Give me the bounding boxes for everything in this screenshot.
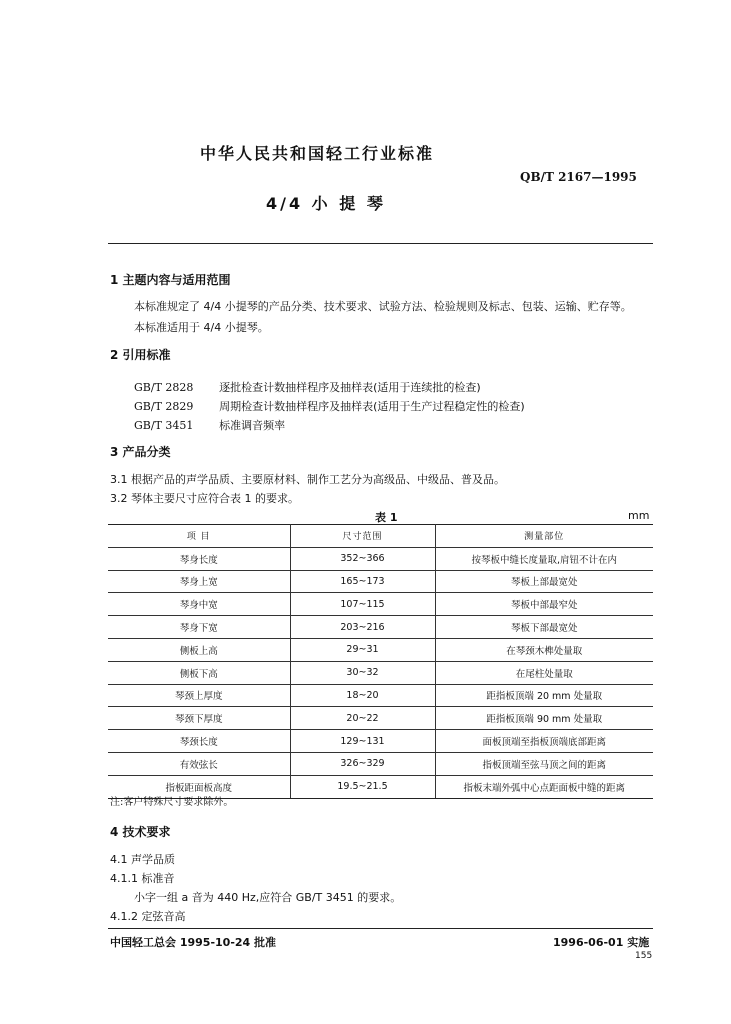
- clause-3-1: 3.1 根据产品的声学品质、主要原材料、制作工艺分为高级品、中级品、普及品。: [110, 473, 505, 486]
- item-cell: 琴颈下厚度: [108, 707, 290, 730]
- table-row: [108, 730, 653, 753]
- page-number: 155: [635, 951, 653, 961]
- table-row: [108, 638, 653, 661]
- effective-line: 1996-06-01 实施: [553, 936, 650, 949]
- column-header: 项 目: [108, 525, 290, 548]
- position-cell: 琴板下部最宽处: [435, 616, 653, 639]
- position-cell: 在尾柱处量取: [435, 661, 653, 684]
- table-row: [108, 684, 653, 707]
- section-1-heading: 1 主题内容与适用范围: [110, 273, 231, 287]
- section-3-heading: 3 产品分类: [110, 445, 171, 459]
- position-cell: 琴板中部最窄处: [435, 593, 653, 616]
- table-row: [108, 547, 653, 570]
- item-cell: 琴身下宽: [108, 616, 290, 639]
- table-row: [108, 570, 653, 593]
- table-row: [108, 593, 653, 616]
- reference-code: GB/T 3451: [134, 419, 194, 432]
- dimension-table: [108, 524, 653, 799]
- standard-code: QB/T 2167—1995: [520, 170, 637, 184]
- clause-4-1-2: 4.1.2 定弦音高: [110, 910, 186, 923]
- range-cell: 29~31: [290, 638, 435, 661]
- org-title: 中华人民共和国轻工行业标准: [200, 144, 435, 163]
- item-cell: 琴颈长度: [108, 730, 290, 753]
- table-row: [108, 752, 653, 775]
- position-cell: 距指板顶端 20 mm 处量取: [435, 684, 653, 707]
- reference-title: 逐批检查计数抽样程序及抽样表(适用于连续批的检查): [219, 381, 481, 394]
- section-1-paragraph-1: 本标准规定了 4/4 小提琴的产品分类、技术要求、试验方法、检验规则及标志、包装、运输、贮存等。: [134, 300, 632, 313]
- item-cell: 琴颈上厚度: [108, 684, 290, 707]
- item-cell: 琴身上宽: [108, 570, 290, 593]
- position-cell: 指板末端外弧中心点距面板中缝的距离: [435, 775, 653, 798]
- range-cell: 165~173: [290, 570, 435, 593]
- item-cell: 有效弦长: [108, 752, 290, 775]
- range-cell: 352~366: [290, 547, 435, 570]
- item-cell: 侧板上高: [108, 638, 290, 661]
- section-2-heading: 2 引用标准: [110, 348, 171, 362]
- table-row: [108, 661, 653, 684]
- range-cell: 30~32: [290, 661, 435, 684]
- item-cell: 琴身中宽: [108, 593, 290, 616]
- item-cell: 侧板下高: [108, 661, 290, 684]
- approval-line: 中国轻工总会 1995-10-24 批准: [110, 936, 277, 949]
- position-cell: 在琴颈木榫处量取: [435, 638, 653, 661]
- position-cell: 指板顶端至弦马顶之间的距离: [435, 752, 653, 775]
- column-header: 尺寸范围: [290, 525, 435, 548]
- item-cell: 琴身长度: [108, 547, 290, 570]
- section-1-paragraph-2: 本标准适用于 4/4 小提琴。: [134, 321, 269, 334]
- range-cell: 107~115: [290, 593, 435, 616]
- reference-code: GB/T 2829: [134, 400, 194, 413]
- range-cell: 326~329: [290, 752, 435, 775]
- clause-3-2: 3.2 琴体主要尺寸应符合表 1 的要求。: [110, 492, 299, 505]
- clause-4-1-1-text: 小字一组 a 音为 440 Hz,应符合 GB/T 3451 的要求。: [134, 891, 402, 904]
- range-cell: 203~216: [290, 616, 435, 639]
- reference-item: [134, 414, 285, 433]
- range-cell: 129~131: [290, 730, 435, 753]
- section-4-heading: 4 技术要求: [110, 825, 171, 839]
- position-cell: 琴板上部最宽处: [435, 570, 653, 593]
- clause-4-1: 4.1 声学品质: [110, 853, 175, 866]
- reference-code: GB/T 2828: [134, 381, 194, 394]
- table-caption: 表 1: [375, 511, 398, 524]
- reference-item: [134, 376, 481, 395]
- table-unit: mm: [628, 509, 650, 522]
- table-note: 注:客户特殊尺寸要求除外。: [110, 797, 234, 808]
- range-cell: 18~20: [290, 684, 435, 707]
- range-cell: 20~22: [290, 707, 435, 730]
- table-row: [108, 616, 653, 639]
- reference-title: 标准调音频率: [219, 419, 286, 432]
- reference-item: [134, 395, 525, 414]
- position-cell: 按琴板中缝长度量取,肩钮不计在内: [435, 547, 653, 570]
- table-header-row: [108, 525, 653, 548]
- bottom-rule: [108, 928, 653, 929]
- top-rule: [108, 243, 653, 244]
- clause-4-1-1: 4.1.1 标准音: [110, 872, 175, 885]
- column-header: 测量部位: [435, 525, 653, 548]
- table-row: [108, 707, 653, 730]
- range-cell: 19.5~21.5: [290, 775, 435, 798]
- document-title: 4/4 小 提 琴: [266, 194, 386, 213]
- position-cell: 距指板顶端 90 mm 处量取: [435, 707, 653, 730]
- reference-title: 周期检查计数抽样程序及抽样表(适用于生产过程稳定性的检查): [219, 400, 525, 413]
- item-cell: 指板距面板高度: [108, 775, 290, 798]
- position-cell: 面板顶端至指板顶端底部距离: [435, 730, 653, 753]
